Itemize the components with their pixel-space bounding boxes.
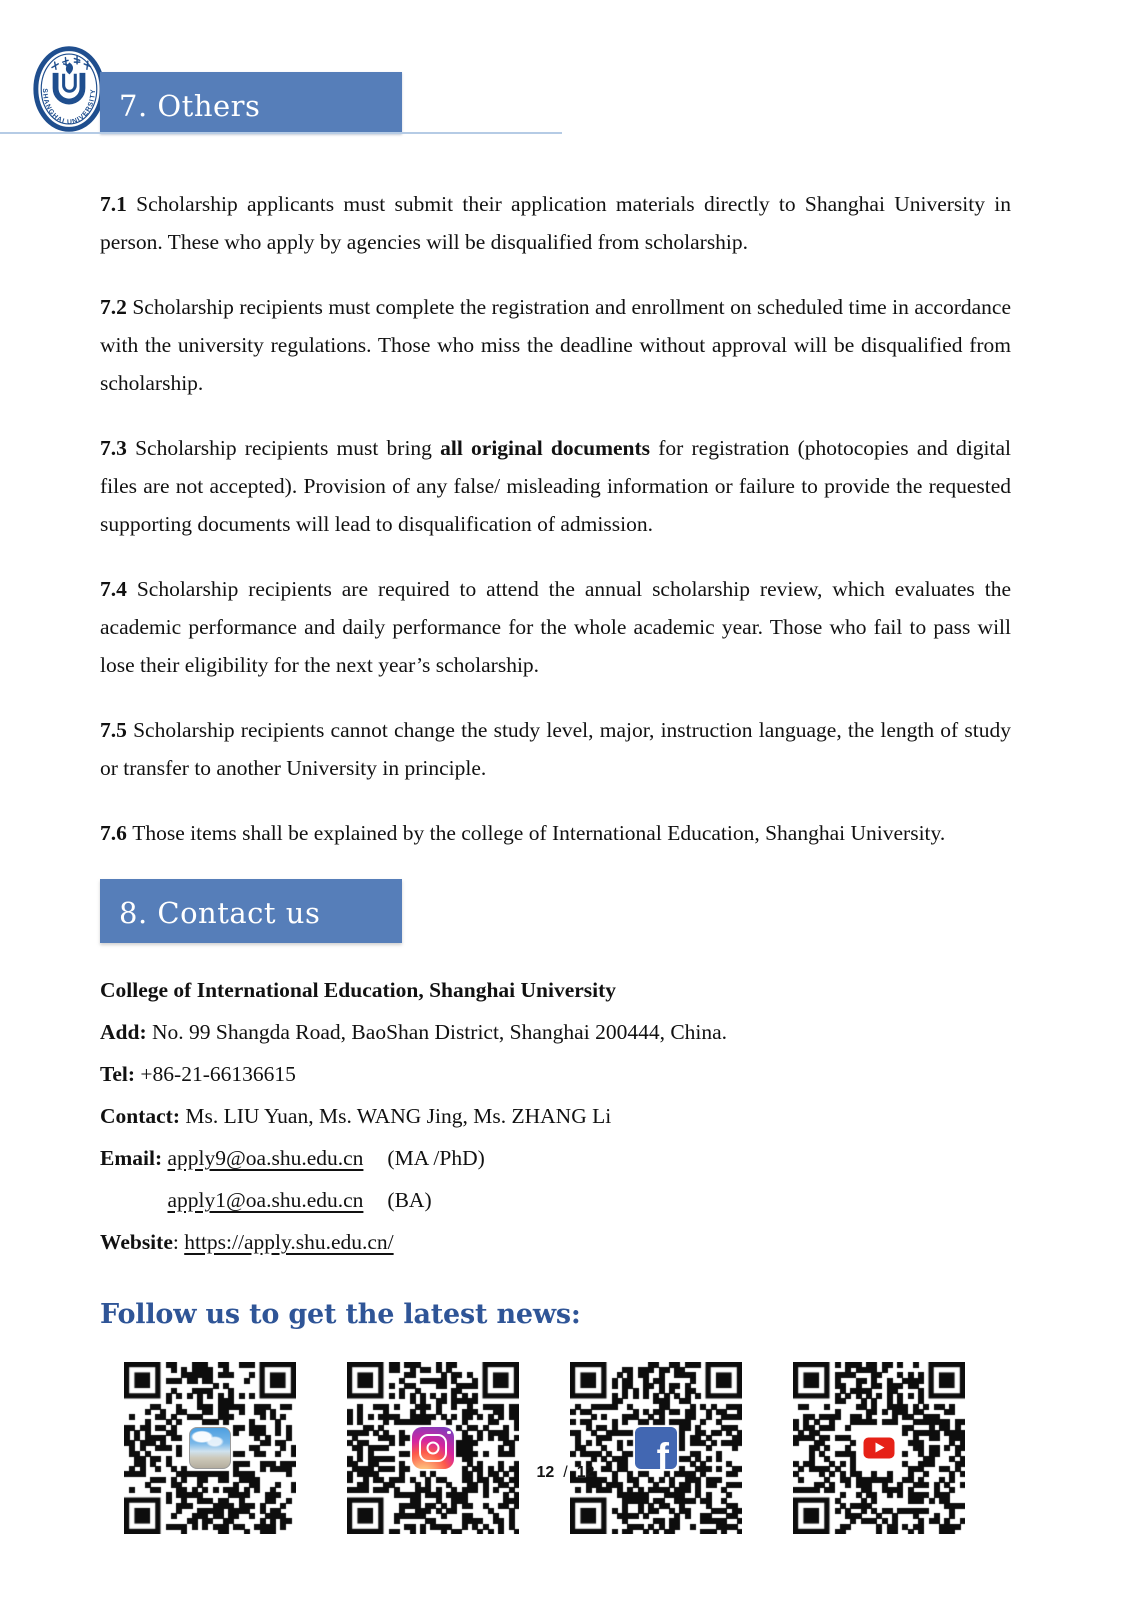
contact-row-email-1 [100, 1137, 1011, 1179]
paragraph-number: 7.3 [100, 436, 136, 460]
total-pages: 12 [576, 1464, 595, 1481]
wechat-photo-icon [189, 1427, 231, 1469]
paragraph-7-4: 7.4 Scholarship recipients are required to attend the annual scholarship review, which evaluates the academic performance and daily performance for the whole academic year. Those who fail to pass will lose their eligibility for the next year’s scholarship. [100, 577, 1011, 677]
youtube-qr-code [793, 1362, 965, 1534]
tel-label: Tel: [100, 1062, 141, 1086]
page-separator: / [563, 1464, 568, 1481]
contact-row-tel [100, 1053, 1011, 1095]
paragraph-7-2: 7.2 Scholarship recipients must complete the registration and enrollment on scheduled time in accordance with the university regulations. Those who miss the deadline without approval will be disqualified from scholarship. [100, 295, 1012, 395]
email-link-ba[interactable]: apply1@oa.shu.edu.cn [167, 1188, 364, 1212]
youtube-icon [858, 1427, 900, 1469]
website-link[interactable]: https://apply.shu.edu.cn/ [184, 1230, 394, 1254]
paragraph-number: 7.4 [100, 577, 137, 601]
facebook-icon: f [635, 1427, 677, 1469]
page-number [0, 1464, 1131, 1482]
current-page: 12 [536, 1464, 555, 1481]
website-colon: : [172, 1230, 185, 1254]
paragraph-number: 7.5 [100, 718, 134, 742]
section-8-title: 8. Contact us [119, 896, 321, 930]
wechat-qr-code [124, 1362, 296, 1534]
page-header [0, 0, 1131, 135]
section-7-title: 7. Others [119, 89, 261, 123]
paragraph-number: 7.2 [100, 295, 133, 319]
follow-us-heading: Follow us to get the latest news: [100, 1299, 581, 1330]
contact-row-address [100, 1011, 1011, 1053]
section-8-banner [100, 879, 402, 943]
paragraph-7-5: 7.5 Scholarship recipients cannot change the study level, major, instruction language, the length of study or transfer to another University in principle. [100, 718, 1012, 780]
logo-ring-text: SHANGHAI UNIVERSITY [40, 88, 98, 127]
email-note-ma-phd: (MA /PhD) [387, 1146, 485, 1170]
email-link-ma-phd[interactable]: apply9@oa.shu.edu.cn [167, 1146, 364, 1170]
contact-row-email-2 [100, 1179, 1011, 1221]
document-body [100, 185, 1011, 1534]
instagram-icon [412, 1427, 454, 1469]
facebook-qr-code [570, 1362, 742, 1534]
email-note-ba: (BA) [387, 1188, 432, 1212]
shanghai-university-logo-icon [33, 46, 105, 132]
contact-label: Contact: [100, 1104, 186, 1128]
section-7-banner [100, 72, 402, 134]
paragraph-7-1: 7.1 Scholarship applicants must submit their application materials directly to Shanghai University in person. These who apply by agencies will be disqualified from scholarship. [100, 192, 1011, 254]
paragraph-7-6: 7.6 Those items shall be explained by the college of International Education, Shanghai University. [100, 821, 946, 845]
tel-value: +86-21-66136615 [140, 1062, 296, 1086]
address-label: Add: [100, 1020, 152, 1044]
instagram-qr-code [347, 1362, 519, 1534]
contact-heading: College of International Education, Shanghai University [100, 978, 617, 1002]
contact-value: Ms. LIU Yuan, Ms. WANG Jing, Ms. ZHANG Li [185, 1104, 612, 1128]
paragraph-7-3: 7.3 Scholarship recipients must bring all original documents for registration (photocopies and digital files are not accepted). Provision of any false/ misleading information or failure to provide the requested supporting documents will lead to disqualification of admission. [100, 436, 1012, 536]
qr-code-row [100, 1362, 1011, 1534]
header-divider [0, 132, 562, 134]
paragraph-number: 7.6 [100, 821, 133, 845]
contact-row-persons [100, 1095, 1011, 1137]
address-value: No. 99 Shangda Road, BaoShan District, Shanghai 200444, China. [151, 1020, 728, 1044]
website-label: Website [100, 1230, 173, 1254]
contact-block [100, 969, 1011, 1263]
email-label: Email: [100, 1146, 168, 1170]
contact-row-website [100, 1221, 1011, 1263]
paragraph-number: 7.1 [100, 192, 137, 216]
